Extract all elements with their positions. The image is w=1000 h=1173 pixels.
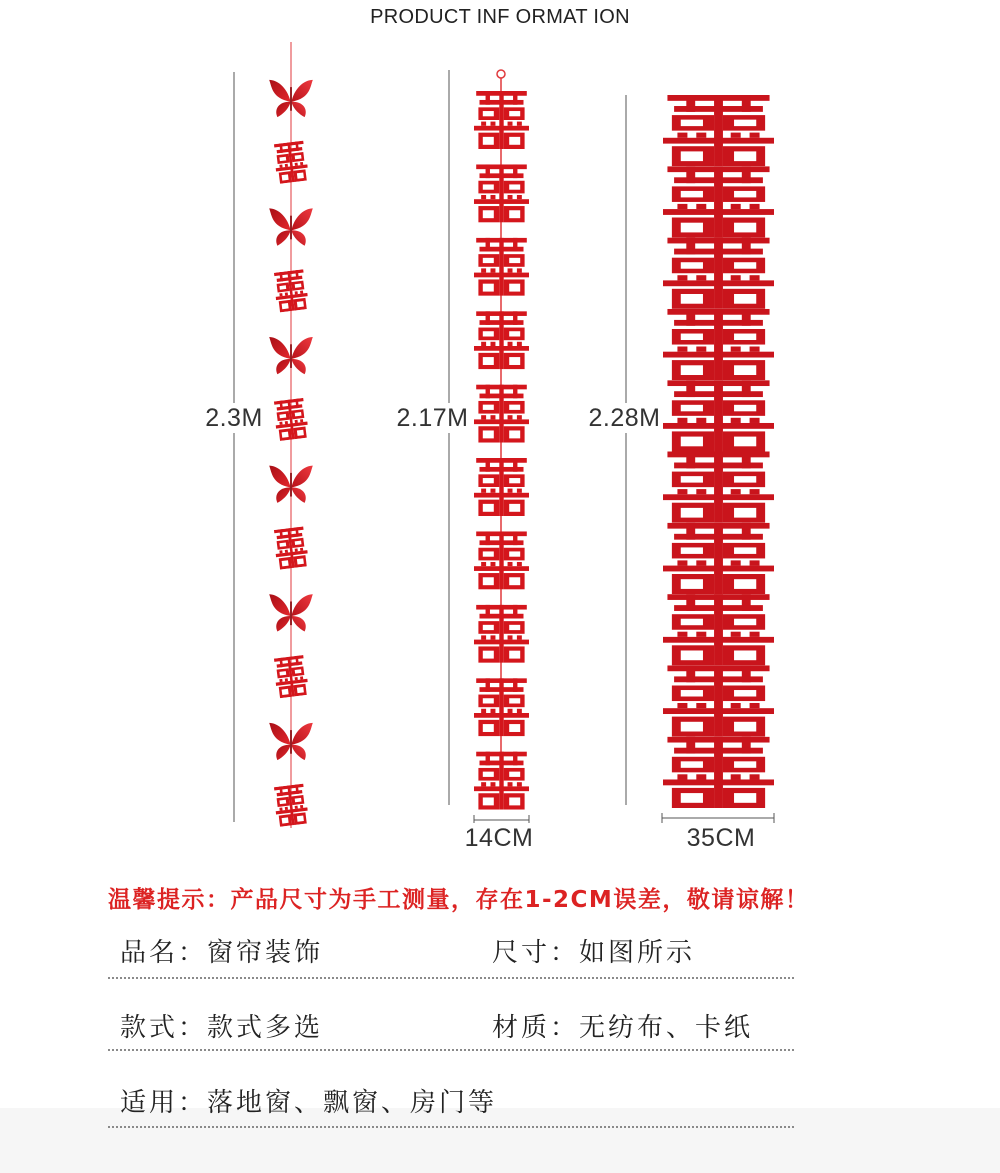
double-happiness-icon bbox=[663, 166, 774, 237]
hanging-ring-middle bbox=[497, 70, 505, 78]
double-happiness-icon bbox=[474, 91, 529, 149]
double-happiness-icon bbox=[474, 678, 529, 736]
spec-size bbox=[492, 935, 695, 971]
spec-label: 品名： bbox=[120, 938, 208, 968]
double-happiness-icon bbox=[663, 309, 774, 380]
dotted-divider bbox=[108, 1049, 794, 1051]
width-label-right: 35CM bbox=[683, 823, 759, 853]
double-happiness-icon bbox=[663, 523, 774, 594]
spec-material bbox=[492, 1010, 753, 1046]
double-happiness-icon bbox=[474, 311, 529, 369]
spec-value: 落地窗、飘窗、房门等 bbox=[207, 1088, 498, 1118]
double-happiness-icon bbox=[474, 531, 529, 589]
spec-product-name bbox=[120, 935, 323, 971]
spec-label: 适用： bbox=[120, 1088, 208, 1118]
spec-value: 如图所示 bbox=[579, 938, 696, 968]
measurement-notice: 温馨提示：产品尺寸为手工测量，存在1-2CM误差，敬请谅解！ bbox=[108, 887, 810, 913]
spec-value: 款式多选 bbox=[207, 1013, 324, 1043]
double-happiness-icon bbox=[663, 737, 774, 808]
double-happiness-icon bbox=[663, 594, 774, 665]
double-happiness-icon bbox=[474, 458, 529, 516]
double-happiness-icon bbox=[663, 380, 774, 451]
spec-label: 款式： bbox=[120, 1013, 208, 1043]
height-label-middle: 2.17M bbox=[396, 404, 469, 432]
height-label-right: 2.28M bbox=[588, 404, 661, 432]
spec-style bbox=[120, 1010, 323, 1046]
spec-usage bbox=[120, 1085, 497, 1121]
double-happiness-icon bbox=[474, 752, 529, 810]
width-line-right bbox=[662, 813, 774, 823]
spec-label: 尺寸： bbox=[492, 938, 580, 968]
double-happiness-icon bbox=[474, 238, 529, 296]
double-happiness-icon bbox=[663, 238, 774, 309]
double-happiness-icon bbox=[663, 452, 774, 523]
double-happiness-icon bbox=[474, 164, 529, 222]
spec-value: 窗帘装饰 bbox=[207, 938, 324, 968]
height-label-left: 2.3M bbox=[205, 404, 263, 432]
double-happiness-icon bbox=[474, 605, 529, 663]
dotted-divider bbox=[108, 1126, 794, 1128]
spec-label: 材质： bbox=[492, 1013, 580, 1043]
page-title: PRODUCT INF ORMAT ION bbox=[370, 6, 630, 28]
double-happiness-icon bbox=[663, 665, 774, 736]
spec-value: 无纺布、卡纸 bbox=[579, 1013, 754, 1043]
double-happiness-icon bbox=[663, 95, 774, 166]
ornament-strip-xi-felt bbox=[663, 95, 774, 808]
width-label-middle: 14CM bbox=[461, 823, 537, 853]
dotted-divider bbox=[108, 977, 794, 979]
double-happiness-icon bbox=[474, 385, 529, 443]
